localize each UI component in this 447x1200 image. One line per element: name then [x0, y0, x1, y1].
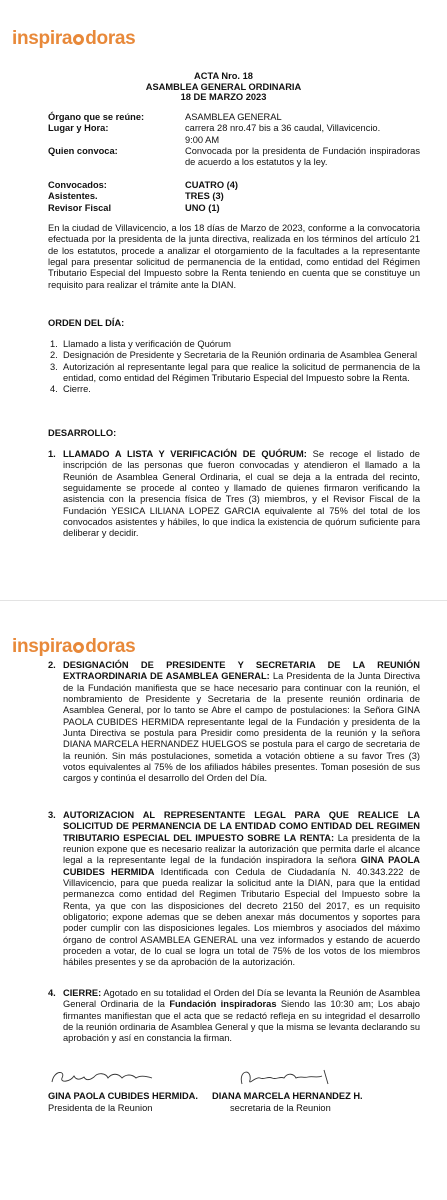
agenda-item: 1. Llamado a lista y verificación de Quórum	[50, 339, 231, 349]
attendance-counts	[48, 180, 420, 214]
item-body: La Presidenta de la Junta Directiva de la Fundación manifiesta que se hace necesario para continuar con la reunión, el nombramiento de Presidente y Secretaria de la presente reunión ordinaria de Asamblea General, por lo tanto se Abre el campo de postulaciones: la Señora GINA PAOLA CUBIDES HERMIDA representante legal de la Fundación y presidenta de la Junta Directiva se postula para Presidir como presidenta de la reunión y la señora DIANA MARCELA HERNANDEZ HUELGOS se postula para el cargo de secretaria de la reunión. Sin más postulaciones, sometida a votación obtiene a su favor Tres (3) votos equivalentes al 75% de los afiliados hábiles presentes. Toman posesión de sus cargos y continúa el desarrollo del Orden del Día.	[63, 671, 420, 784]
act-date: 18 DE MARZO 2023	[180, 92, 267, 103]
logo-circle-icon	[73, 642, 84, 653]
meta-row: Lugar y Hora: carrera 28 nro.47 bis a 36 caudal, Villavicencio.	[48, 123, 381, 134]
brand-logo: inspira doras	[12, 28, 136, 49]
page-separator	[0, 600, 447, 608]
item-heading: CIERRE:	[63, 988, 102, 998]
count-row: Convocados: CUATRO (4)	[48, 180, 239, 190]
item-body: La presidenta de la reunion expone que es necesario realizar la autorización que permita darle el alcance legal a la representante legal de la fundación inspiradora la señora	[63, 832, 420, 866]
development-item-1: 1. LLAMADO A LISTA Y VERIFICACIÓN DE QUÓRUM: Se recoge el listado de inscripción de las personas que fueron convocadas y atendieron el llamado a la Reunión de Asamblea General Ordinaria, el cual se deja a la entrada del recinto, seguidamente se procede al conteo y llamado de quienes firmaron verificando la asistencia con la presencia física de Tres (3) miembros, y el Revisor Fiscal de la Fundación YESICA LILIANA LOPEZ GARCIA equivalente al 75% del total de los convocados asistentes y hábiles, lo que indica la existencia de quórum suficiente para deliberar y decidir.	[48, 449, 420, 539]
count-row: Revisor Fiscal UNO (1)	[48, 202, 220, 213]
item-body: Se recoge el listado de inscripción de las personas que fueron convocadas y atendieron el llamado a la Reunión de Asamblea General Ordinaria, el cual se deja a la entrada del recinto, seguidamente se procede al conteo y llamado de quienes firmaron verificando la asistencia con la presencia física de Tres (3) miembros, y el Revisor Fiscal de la Fundación YESICA LILIANA LOPEZ GARCIA equivalente al 75% del total de los convocados asistentes y hábiles, lo que indica la existencia de quórum suficiente para deliberar y decidir.	[63, 449, 420, 539]
logo-circle-icon	[73, 34, 84, 45]
development-item-3: 3. AUTORIZACION AL REPRESENTANTE LEGAL PARA QUE REALICE LA SOLICITUD DE PERMANENCIA DE LA ENTIDAD COMO ENTIDAD DEL REGIMEN TRIBUTARIO ESPECIAL DEL IMPUESTO SOBRE LA RENTA: La presidenta de la reunion expone que es necesario realizar la autorización que permita darle el alcance legal a la representante legal de la fundación inspiradora la señora GINA PAOLA CUBIDES HERMIDA Identificada con Cedula de Ciudadanía N. 40.343.222 de Villavicencio, para que pueda realizar la solicitud ante la DIAN, para que la entidad permanezca como entidad del Regimen Tributario Especial del Impuesto sobre la Renta, ya que con las disposiciones del decreto 2150 del 2017, es un requisito obligatorio; expone ademas que se deben anexar más documentos y soportes para poder cumplir con las disposiciones legales. Los miembros y asociados del máximo órgano de control ASAMBLEA GENERAL una vez informados y estando de acuerdo proceden a votar, de lo cual se logra un total de 75% de los votos de los miembros hábiles presentes y se da aprobación de la autorización.	[48, 810, 420, 968]
item-heading: AUTORIZACION AL REPRESENTANTE LEGAL PARA QUE REALICE LA SOLICITUD DE PERMANENCIA DE LA ENTIDAD COMO ENTIDAD DEL REGIMEN TRIBUTARIO ESPECIAL DEL IMPUESTO SOBRE LA RENTA:	[63, 810, 420, 843]
document-page-2	[0, 608, 447, 1200]
item-body: Siendo las 10:30 am; Los abajo firmantes manifiestan que el acta que se redactó refleja en su integridad el desarrollo de la reunión ordinaria de Asamblea General y que la misma se levanta declarando su aprobación y así en constancia la firman.	[63, 999, 420, 1044]
development-item-2: 2. DESIGNACIÓN DE PRESIDENTE Y SECRETARIA DE LA REUNIÓN EXTRAORDINARIA DE ASAMBLEA GENERAL: La Presidenta de la Junta Directiva de la Fundación manifiesta que se hace necesario para continuar con la reunión, el nombramiento de Presidente y Secretaria de la presente reunión ordinaria de Asamblea General, por lo tanto se Abre el campo de postulaciones: la Señora GINA PAOLA CUBIDES HERMIDA representante legal de la Fundación y presidenta de la Junta Directiva se postula para Presidir como presidenta de la reunión y la señora DIANA MARCELA HERNANDEZ HUELGOS se postula para el cargo de secretaria de la reunión. Sin más postulaciones, sometida a votación obtiene a su favor Tres (3) votos equivalentes al 75% de los afiliados hábiles presentes. Toman posesión de sus cargos y continúa el desarrollo del Orden del Día.	[48, 660, 420, 784]
development-item-4: 4. CIERRE: Agotado en su totalidad el Orden del Día se levanta la Reunión de Asamblea General Ordinaria de la Fundación inspiradoras Siendo las 10:30 am; Los abajo firmantes manifiestan que el acta que se redactó refleja en su integridad el desarrollo de la reunión ordinaria de Asamblea General y que la misma se levanta declarando su aprobación y así en constancia la firman.	[48, 988, 420, 1044]
meeting-meta	[48, 112, 420, 169]
intro-paragraph: En la ciudad de Villavicencio, a los 18 días de Marzo de 2023, conforme a la convocatoria efectuada por la presidenta de la junta directiva, realizada en los términos del artículo 21 de los estatutos, procede a analizar el otorgamiento de la facultades a la representante legal para presentar solicitud de permanencia de la entidad, como entidad del Régimen Tributario Especial del Impuesto sobre la Renta teniendo en cuenta que se constituye un requisito para realizar el trámite ante la DIAN.	[48, 223, 420, 290]
item-body: Agotado en su totalidad el Orden del Día se levanta la Reunión de Asamblea General Ordinaria de la	[63, 988, 420, 1010]
foundation-name: Fundación inspiradoras	[169, 999, 277, 1010]
signature-secretary: DIANA MARCELA HERNANDEZ H. secretaria de la Reunion	[212, 1066, 363, 1114]
agenda-item: 2. Designación de Presidente y Secretaria de la Reunión ordinaria de Asamblea General	[50, 350, 418, 361]
meta-row: Órgano que se reúne: ASAMBLEA GENERAL	[48, 112, 282, 122]
handwritten-signature-icon	[212, 1066, 342, 1088]
item-body: Identificada con Cedula de Ciudadanía N. 40.343.222 de Villavicencio, para que pueda realizar la solicitud ante la DIAN, para que la entidad permanezca como entidad del Regimen Tributario Especial del Impuesto sobre la Renta, ya que con las disposiciones del decreto 2150 del 2017, es un requisito obligatorio; expone ademas que se deben anexar más documentos y soportes para poder cumplir con las disposiciones legales. Los miembros y asociados del máximo órgano de control ASAMBLEA GENERAL una vez informados y estando de acuerdo proceden a votar, de lo cual se logra un total de 75% de los votos de los miembros hábiles presentes y se da aprobación de la autorización.	[63, 866, 420, 968]
count-row: Asistentes. TRES (3)	[48, 191, 224, 202]
signature-president: GINA PAOLA CUBIDES HERMIDA. Presidenta de la Reunion	[48, 1066, 198, 1114]
agenda-heading: ORDEN DEL DÍA:	[48, 318, 125, 328]
meta-row: 9:00 AM	[185, 134, 220, 145]
agenda-list	[48, 339, 420, 396]
meta-row: Quien convoca: Convocada por la presidenta de Fundación inspiradoras de acuerdo a los estatutos y la ley.	[48, 145, 420, 168]
item-heading: DESIGNACIÓN DE PRESIDENTE Y SECRETARIA DE LA REUNIÓN EXTRAORDINARIA DE ASAMBLEA GENERAL:	[63, 660, 420, 682]
item-heading: LLAMADO A LISTA Y VERIFICACIÓN DE QUÓRUM:	[63, 449, 307, 459]
brand-logo: inspira doras	[12, 636, 136, 657]
agenda-item: 3. Autorización al representante legal para que realice la solicitud de permanencia de la entidad, como entidad del Régimen Tributario Especial del Impuesto sobre la Renta.	[50, 361, 420, 383]
act-title-block	[0, 71, 447, 103]
agenda-item: 4. Cierre.	[50, 384, 91, 395]
assembly-type: ASAMBLEA GENERAL ORDINARIA	[145, 81, 302, 92]
legal-rep-name: GINA PAOLA CUBIDES HERMIDA	[63, 855, 420, 877]
handwritten-signature-icon	[48, 1066, 158, 1088]
act-number: ACTA Nro. 18	[194, 71, 253, 81]
development-heading: DESARROLLO:	[48, 428, 117, 438]
